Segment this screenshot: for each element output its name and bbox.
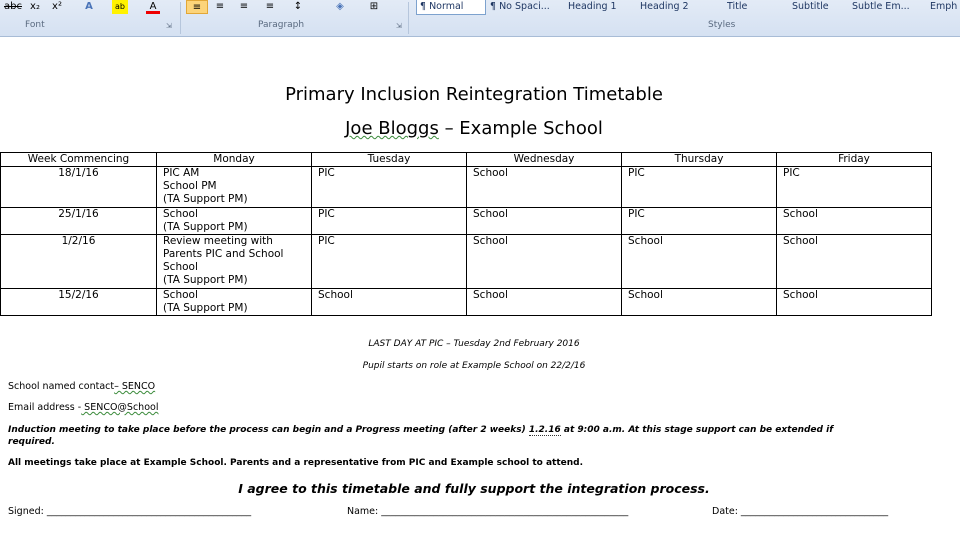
style-normal[interactable]: ¶ Normal (416, 0, 486, 15)
wednesday-cell: School (467, 208, 622, 235)
table-row (1, 289, 932, 316)
school-name: – Example School (438, 118, 603, 139)
contact-line (8, 381, 155, 392)
tuesday-cell: School (312, 289, 467, 316)
cell-line: School (163, 289, 198, 301)
style-heading-1[interactable]: Heading 1 (568, 1, 617, 12)
friday-cell: PIC (777, 167, 932, 208)
thursday-cell: School (622, 235, 777, 289)
style-subtitle[interactable]: Subtitle (792, 1, 829, 12)
tuesday-cell: PIC (312, 208, 467, 235)
cell-line: Parents PIC and School (163, 248, 284, 260)
cell-line: (TA Support PM) (163, 274, 248, 286)
font-color-button[interactable]: A (146, 0, 160, 14)
strikethrough-button[interactable]: abc (4, 1, 22, 12)
induction-text: Induction meeting to take place before the process can begin and a Progress meeting (after 2 weeks) (8, 425, 529, 435)
tuesday-cell: PIC (312, 167, 467, 208)
group-separator (408, 2, 409, 34)
header-week: Week Commencing (1, 153, 157, 167)
thursday-cell: School (622, 289, 777, 316)
header-thursday: Thursday (622, 153, 777, 167)
monday-cell (157, 167, 312, 208)
name-field: Name: ____________________________________________________ (347, 506, 629, 517)
induction-text-end: at 9:00 a.m. At this stage support can be extended if (560, 425, 834, 435)
induction-line-2: required. (8, 437, 55, 447)
cell-line: (TA Support PM) (163, 221, 248, 233)
induction-date: 1.2.16 (528, 425, 561, 435)
group-separator (180, 2, 181, 34)
week-cell: 15/2/16 (1, 289, 157, 316)
signed-field: Signed: ___________________________________________ (8, 506, 252, 517)
style-subtle-emphasis[interactable]: Subtle Em... (852, 1, 910, 12)
shading-button[interactable]: ◈ (336, 1, 344, 12)
monday-cell (157, 235, 312, 289)
style-emphasis[interactable]: Emph (930, 1, 958, 12)
document-subtitle (0, 118, 948, 139)
email-line (8, 402, 158, 413)
friday-cell: School (777, 208, 932, 235)
monday-cell (157, 208, 312, 235)
style-no-spacing[interactable]: ¶ No Spaci... (490, 1, 550, 12)
induction-line-1 (8, 425, 833, 435)
paragraph-dialog-launcher-icon[interactable]: ⇲ (396, 22, 402, 30)
cell-line: (TA Support PM) (163, 193, 248, 205)
tuesday-cell: PIC (312, 235, 467, 289)
week-cell: 1/2/16 (1, 235, 157, 289)
document-title: Primary Inclusion Reintegration Timetable (285, 84, 663, 105)
table-row (1, 235, 932, 289)
paragraph-group-label: Paragraph (258, 20, 305, 30)
friday-cell: School (777, 235, 932, 289)
align-right-button[interactable]: ≡ (239, 1, 249, 12)
style-title[interactable]: Title (727, 1, 748, 12)
header-monday: Monday (157, 153, 312, 167)
borders-button[interactable]: ⊞ (369, 1, 379, 12)
header-friday: Friday (777, 153, 932, 167)
align-left-button[interactable]: ≡ (186, 0, 208, 14)
date-field: Date: _______________________________ (712, 506, 889, 517)
agreement-statement: I agree to this timetable and fully support the integration process. (238, 481, 710, 496)
styles-group-label: Styles (708, 20, 736, 30)
cell-line: School PM (163, 180, 217, 192)
contact-label: School named contact (8, 381, 115, 392)
email-label: Email address - (8, 402, 82, 413)
superscript-button[interactable]: x² (52, 1, 62, 12)
thursday-cell: PIC (622, 167, 777, 208)
wednesday-cell: School (467, 167, 622, 208)
cell-line: School (163, 208, 198, 220)
cell-line: Review meeting with (163, 235, 273, 247)
header-tuesday: Tuesday (312, 153, 467, 167)
align-center-button[interactable]: ≡ (215, 1, 225, 12)
email-value: SENCO@School (81, 402, 159, 413)
line-spacing-button[interactable]: ↕ (293, 1, 303, 12)
cell-line: School (163, 261, 198, 273)
pupil-start-note: Pupil starts on role at Example School on 22/2/16 (362, 361, 586, 371)
table-header-row (1, 153, 932, 167)
week-cell: 25/1/16 (1, 208, 157, 235)
cell-line: (TA Support PM) (163, 302, 248, 314)
friday-cell: School (777, 289, 932, 316)
highlight-color-button[interactable]: ab (112, 0, 128, 14)
thursday-cell: PIC (622, 208, 777, 235)
style-heading-2[interactable]: Heading 2 (640, 1, 689, 12)
text-effects-button[interactable]: A (85, 1, 93, 12)
contact-value: – SENCO (114, 381, 156, 392)
justify-button[interactable]: ≡ (265, 1, 275, 12)
last-day-note: LAST DAY AT PIC – Tuesday 2nd February 2016 (368, 339, 580, 349)
student-name: Joe Bloggs (345, 118, 439, 139)
ribbon (0, 0, 960, 37)
font-group-label: Font (25, 20, 45, 30)
table-row (1, 208, 932, 235)
subscript-button[interactable]: x₂ (30, 1, 40, 12)
font-dialog-launcher-icon[interactable]: ⇲ (166, 22, 172, 30)
header-wednesday: Wednesday (467, 153, 622, 167)
monday-cell (157, 289, 312, 316)
meetings-note: All meetings take place at Example School. Parents and a representative from PIC and Example school to attend. (8, 458, 584, 468)
timetable-table (0, 152, 932, 316)
cell-line: PIC AM (163, 167, 200, 179)
wednesday-cell: School (467, 289, 622, 316)
week-cell: 18/1/16 (1, 167, 157, 208)
table-row (1, 167, 932, 208)
wednesday-cell: School (467, 235, 622, 289)
